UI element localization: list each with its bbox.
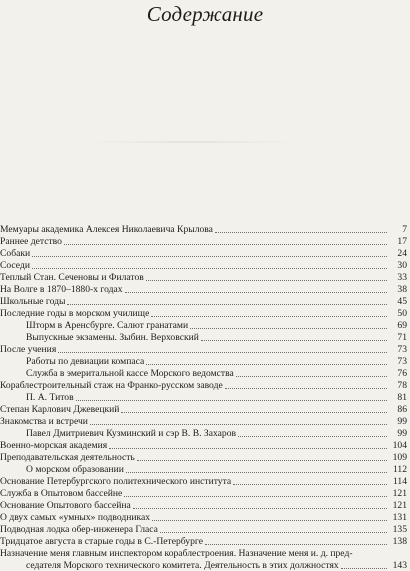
toc-leader-dots xyxy=(126,472,387,473)
toc-page-number: 138 xyxy=(392,536,407,547)
toc-entry-early-childhood[interactable] xyxy=(0,236,407,247)
toc-entry-chief-inspector-line1[interactable] xyxy=(0,548,407,559)
toc-leader-dots xyxy=(341,568,387,569)
toc-leader-dots xyxy=(76,400,387,401)
toc-page-number: 73 xyxy=(397,344,407,355)
page-title: Содержание xyxy=(146,2,264,26)
toc-entry-experimental-basin-founding[interactable] xyxy=(0,500,407,511)
toc-page-number: 104 xyxy=(392,440,407,451)
toc-entry-glas-submarine[interactable] xyxy=(0,524,407,535)
toc-entry-school-years[interactable] xyxy=(0,296,407,307)
toc-entry-compass-deviation[interactable] xyxy=(26,356,407,367)
toc-entry-title: Выпускные экзамены. Зыбин. Верховский xyxy=(26,332,199,343)
toc-entry-title: На Волге в 1870–1880-х годах xyxy=(0,284,123,295)
toc-entry-title: Теплый Стан. Сеченовы и Филатов xyxy=(0,272,144,283)
toc-page-number: 143 xyxy=(392,560,407,571)
toc-leader-dots xyxy=(201,340,387,341)
toc-entry-storm-arensburg[interactable] xyxy=(26,320,407,331)
toc-leader-dots xyxy=(64,244,387,245)
toc-leader-dots xyxy=(146,364,387,365)
faint-show-through xyxy=(88,141,296,143)
toc-leader-dots xyxy=(236,376,387,377)
toc-page-number: 71 xyxy=(397,332,407,343)
toc-entry-titov[interactable] xyxy=(26,392,407,403)
toc-entry-title: Шторм в Аренсбурге. Салют гранатами xyxy=(26,320,189,331)
toc-entry-volga[interactable] xyxy=(0,284,407,295)
toc-page-number: 38 xyxy=(397,284,407,295)
toc-entry-acquaintances[interactable] xyxy=(0,416,407,427)
toc-entry-title: Павел Дмитриевич Кузминский и сэр В. В. Захаров xyxy=(26,428,237,439)
toc-entry-title: Мемуары академика Алексея Николаевича Крылова xyxy=(0,224,213,235)
toc-leader-dots xyxy=(146,280,387,281)
toc-entry-title: Школьные годы xyxy=(0,296,66,307)
toc-leader-dots xyxy=(32,256,387,257)
toc-entry-title: Служба в Опытовом бассейне xyxy=(0,488,123,499)
toc-entry-experimental-basin-service[interactable] xyxy=(0,488,407,499)
toc-page-number: 30 xyxy=(397,260,407,271)
toc-entry-title: Преподавательская деятельность xyxy=(0,452,135,463)
toc-leader-dots xyxy=(90,424,387,425)
toc-entry-memoirs[interactable] xyxy=(0,224,407,235)
toc-entry-dogs[interactable] xyxy=(0,248,407,259)
toc-leader-dots xyxy=(109,448,387,449)
toc-page-number: 86 xyxy=(397,404,407,415)
toc-entry-dzhevetsky[interactable] xyxy=(0,404,407,415)
toc-leader-dots xyxy=(121,412,387,413)
toc-entry-neighbors[interactable] xyxy=(0,260,407,271)
toc-entry-title: Служба в эмеритальной кассе Морского ведомства xyxy=(26,368,234,379)
toc-entry-polytechnic-institute[interactable] xyxy=(0,476,407,487)
toc-leader-dots xyxy=(124,496,387,497)
toc-page-number: 121 xyxy=(392,488,407,499)
toc-page-number: 45 xyxy=(397,296,407,307)
toc-entry-august-thirtieth[interactable] xyxy=(0,536,407,547)
toc-entry-after-study[interactable] xyxy=(0,344,407,355)
toc-entry-title: седателя Морского технического комитета. Деятельность в этих должностях xyxy=(26,560,339,571)
toc-leader-dots xyxy=(137,460,387,461)
toc-page-number: 17 xyxy=(397,236,407,247)
toc-page-number: 109 xyxy=(392,452,407,463)
toc-page-number: 50 xyxy=(397,308,407,319)
toc-leader-dots xyxy=(125,292,387,293)
toc-entry-shipbuilding-experience[interactable] xyxy=(0,380,407,391)
toc-leader-dots xyxy=(151,316,387,317)
toc-leader-dots xyxy=(58,352,387,353)
toc-entry-title: Основание Петербургского политехнического института xyxy=(0,476,232,487)
toc-page-number: 99 xyxy=(397,416,407,427)
toc-page-number: 112 xyxy=(392,464,407,475)
toc-entry-title: Подводная лодка обер-инженера Гласа xyxy=(0,524,158,535)
toc-entry-naval-education[interactable] xyxy=(26,464,407,475)
toc-leader-dots xyxy=(215,232,387,233)
toc-leader-dots xyxy=(133,508,387,509)
toc-entry-title: После учения xyxy=(0,344,57,355)
toc-entry-title: Назначение меня главным инспектором кораблестроения. Назначение меня и. д. пред- xyxy=(0,548,353,559)
toc-leader-dots xyxy=(233,484,387,485)
toc-entry-final-exams[interactable] xyxy=(26,332,407,343)
toc-page-number: 76 xyxy=(397,368,407,379)
toc-leader-dots xyxy=(152,520,387,521)
toc-entry-title: П. А. Титов xyxy=(26,392,74,403)
toc-entry-title: Последние годы в морском училище xyxy=(0,308,150,319)
toc-page-number: 114 xyxy=(392,476,407,487)
toc-leader-dots xyxy=(160,532,387,533)
toc-entry-title: Раннее детство xyxy=(0,236,62,247)
toc-page-number: 99 xyxy=(397,428,407,439)
toc-entry-title: Тридцатое августа в старые годы в С.-Петербурге xyxy=(0,536,203,547)
toc-page-number: 69 xyxy=(397,320,407,331)
toc-page-number: 7 xyxy=(402,224,407,235)
toc-entry-title: Работы по девиации компаса xyxy=(26,356,145,367)
toc-page-number: 131 xyxy=(392,512,407,523)
toc-entry-last-years-naval-school[interactable] xyxy=(0,308,407,319)
toc-entry-title: Знакомства и встречи xyxy=(0,416,88,427)
toc-page-number: 73 xyxy=(397,356,407,367)
toc-entry-tepliy-stan[interactable] xyxy=(0,272,407,283)
toc-entry-title: Собаки xyxy=(0,248,31,259)
toc-entry-title: О двух самых «умных» подводниках xyxy=(0,512,151,523)
toc-leader-dots xyxy=(225,388,387,389)
toc-page-number: 81 xyxy=(397,392,407,403)
toc-entry-title: О морском образовании xyxy=(26,464,124,475)
toc-entry-teaching-activity[interactable] xyxy=(0,452,407,463)
toc-page-number: 78 xyxy=(397,380,407,391)
toc-leader-dots xyxy=(32,268,387,269)
toc-entry-title: Соседи xyxy=(0,260,30,271)
toc-entry-chief-inspector-line2[interactable] xyxy=(26,560,407,571)
toc-leader-dots xyxy=(238,436,387,437)
toc-entry-title: Основание Опытового бассейна xyxy=(0,500,131,511)
toc-entry-title: Военно-морская академия xyxy=(0,440,108,451)
toc-page-number: 121 xyxy=(392,500,407,511)
toc-entry-title: Степан Карлович Джевецкий xyxy=(0,404,120,415)
toc-leader-dots xyxy=(205,544,387,545)
toc-page-number: 24 xyxy=(397,248,407,259)
toc-entry-two-smart-submariners[interactable] xyxy=(0,512,407,523)
toc-leader-dots xyxy=(67,304,387,305)
toc-entry-kuzminsky-zakharov[interactable] xyxy=(26,428,407,439)
toc-page-number: 33 xyxy=(397,272,407,283)
toc-entry-naval-academy[interactable] xyxy=(0,440,407,451)
toc-leader-dots xyxy=(190,328,387,329)
toc-page-number: 135 xyxy=(392,524,407,535)
table-of-contents xyxy=(0,224,410,570)
toc-entry-title: Кораблестроительный стаж на Франко-русском заводе xyxy=(0,380,223,391)
toc-entry-emeritus-fund-service[interactable] xyxy=(26,368,407,379)
